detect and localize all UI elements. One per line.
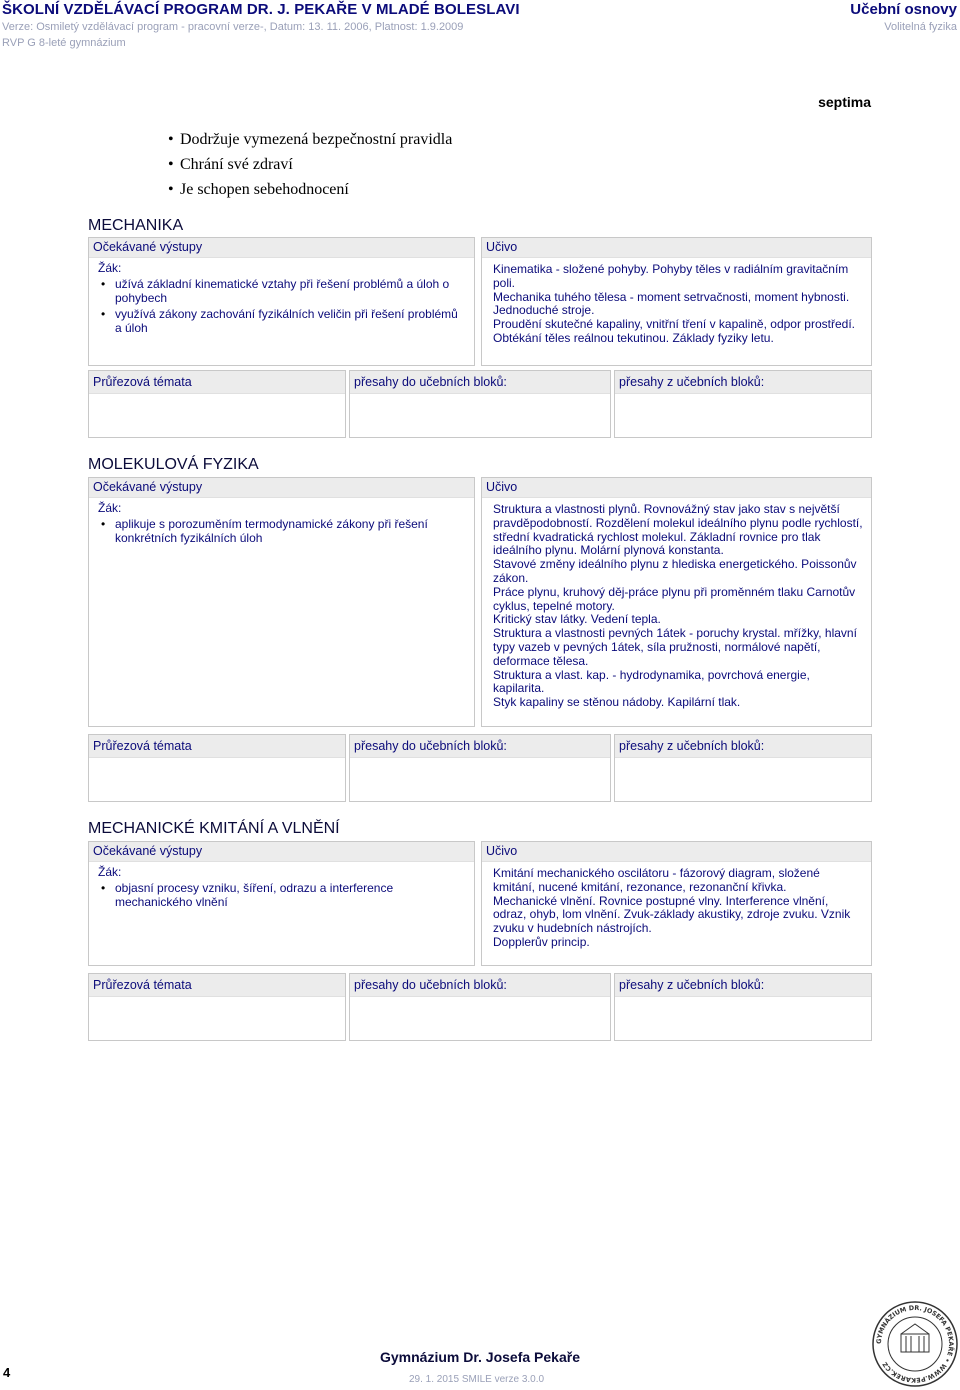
outcome-item: • využívá zákony zachování fyzikálních veličin při řešení problémů a úloh [115,307,466,335]
from-blocks-header: přesahy z učebních bloků: [615,735,871,758]
outcomes-box [88,841,475,966]
cross-topics-row [88,734,872,802]
ucivo-box [481,477,872,727]
ucivo-box [481,237,872,366]
cross-topics-cell [88,973,346,1041]
section-title-mechanicke-kmitani: MECHANICKÉ KMITÁNÍ A VLNĚNÍ [88,820,340,837]
ucivo-header: Učivo [482,842,871,862]
ucivo-line: Kritický stav látky. Vedení tepla. [493,612,661,627]
footer-school: Gymnázium Dr. Josefa Pekaře [380,1349,580,1365]
program-line: RVP G 8-leté gymnázium [2,37,126,49]
ucivo-line: Dopplerův princip. [493,934,590,949]
subject: Volitelná fyzika [884,21,957,33]
cross-topics-cell [88,370,346,438]
ucivo-line: Struktura a vlastnosti pevných 1átek - poruchy krystal. mřížky, hlavní typy vazeb v pevných 1átek, síla pružnosti, normálové napětí, deformace tělesa. [493,626,857,668]
ucivo-line: Mechanické vlnění. Rovnice postupné vlny. Interference vlnění, odraz, ohyb, lom vlnění. Zvuk-základy akustiky, zdroje zvuku. Vznik zvuku v hudebních nástrojích. [493,893,851,936]
ucivo-line: Kinematika - složené pohyby. Pohyby těles v radiálním gravitačním poli. [493,262,849,290]
ucivo-header: Učivo [482,478,871,498]
from-blocks-cell [614,973,872,1041]
cross-topics-header: Průřezová témata [89,371,345,394]
cross-topics-row [88,370,872,438]
ucivo-line: Obtékání těles reálnou tekutinou. Základy fyziky letu. [493,330,774,345]
ucivo-line: Proudění skutečné kapaliny, vnitřní tření v kapalině, odpor prostředí. [493,317,855,332]
cross-topics-header: Průřezová témata [89,735,345,758]
from-blocks-header: přesahy z učebních bloků: [615,974,871,997]
seal-text: GYMNÁZIUM DR. JOSEFA PEKAŘE • WWW.PEKAREK.CZ [874,1303,956,1385]
student-label: Žák: [98,261,122,275]
to-blocks-cell [349,973,611,1041]
ucivo-box [481,841,872,966]
outcome-item: • aplikuje s porozuměním termodynamické zákony při řešení konkrétních fyzikálních úloh [115,517,466,545]
ucivo-line: Struktura a vlast. kap. - hydrodynamika, povrchová energie, kapilarita. [493,667,810,696]
ucivo-line: Stavové změny ideálního plynu z hlediska energetického. Poissonův zákon. [493,557,857,585]
intro-item: • Chrání své zdraví [168,154,452,179]
intro-item: • Dodržuje vymezená bezpečnostní pravidla [168,129,452,154]
intro-list [168,129,452,204]
ucivo-line: Styk kapaliny se stěnou nádoby. Kapilární tlak. [493,695,741,710]
student-label: Žák: [98,501,122,515]
to-blocks-header: přesahy do učebních bloků: [350,735,610,758]
outcomes-box [88,477,475,727]
ucivo-line: Jednoduché stroje. [493,303,595,318]
doc-type: Učební osnovy [850,1,957,18]
ucivo-content [482,258,871,346]
cross-topics-row [88,973,872,1041]
outcomes-header: Očekávané výstupy [89,842,474,862]
outcomes-header: Očekávané výstupy [89,238,474,258]
ucivo-line: Práce plynu, kruhový děj-práce plynu při proměnném tlaku Carnotův cyklus, tepelné motory. [493,584,856,613]
grade-label: septima [818,94,871,110]
from-blocks-cell [614,370,872,438]
to-blocks-cell [349,370,611,438]
ucivo-line: Struktura a vlastnosti plynů. Rovnovážný stav jako stav s největší pravděpodobností. Rozdělení molekul ideálního plynu podle rychlostí, střední kvadratická rychlost molekul. Základní rovnice pro tlak ideálního plynu. Molární plynová konstanta. [493,502,863,558]
outcomes-list [89,517,474,545]
document-title: ŠKOLNÍ VZDĚLÁVACÍ PROGRAM DR. J. PEKAŘE V MLADÉ BOLESLAVI [2,1,520,18]
outcomes-box [88,237,475,366]
page-number: 4 [3,1365,11,1380]
ucivo-line: Kmitání mechanického oscilátoru - fázorový diagram, složené kmitání, nucené kmitání, rezonance, rezonanční křivka. [493,866,820,894]
section-title-mechanika: MECHANIKA [88,217,184,234]
outcome-item: • užívá základní kinematické vztahy při řešení problémů a úloh o pohybech [115,277,466,305]
cross-topics-header: Průřezová témata [89,974,345,997]
to-blocks-header: přesahy do učebních bloků: [350,371,610,394]
outcomes-header: Očekávané výstupy [89,478,474,498]
ucivo-header: Učivo [482,238,871,258]
svg-text:GYMNÁZIUM DR. JOSEFA PEKAŘE • [875,1304,956,1384]
intro-item: • Je schopen sebehodnocení [168,179,452,204]
to-blocks-cell [349,734,611,802]
from-blocks-header: přesahy z učebních bloků: [615,371,871,394]
cross-topics-cell [88,734,346,802]
section-title-molekulova-fyzika: MOLEKULOVÁ FYZIKA [88,456,259,473]
version-line: Verze: Osmiletý vzdělávací program - pracovní verze-, Datum: 13. 11. 2006, Platnost: 1.9.2009 [2,21,464,33]
ucivo-content [482,498,871,710]
outcomes-list [89,277,474,335]
from-blocks-cell [614,734,872,802]
school-seal-icon [871,1300,959,1388]
student-label: Žák: [98,865,122,879]
to-blocks-header: přesahy do učebních bloků: [350,974,610,997]
outcome-item: • objasní procesy vzniku, šíření, odrazu a interference mechanického vlnění [115,881,466,909]
ucivo-content [482,862,871,950]
ucivo-line: Mechanika tuhého tělesa - moment setrvačnosti, moment hybnosti. [493,289,850,304]
footer-version: 29. 1. 2015 SMILE verze 3.0.0 [409,1374,545,1385]
outcomes-list [89,881,474,909]
